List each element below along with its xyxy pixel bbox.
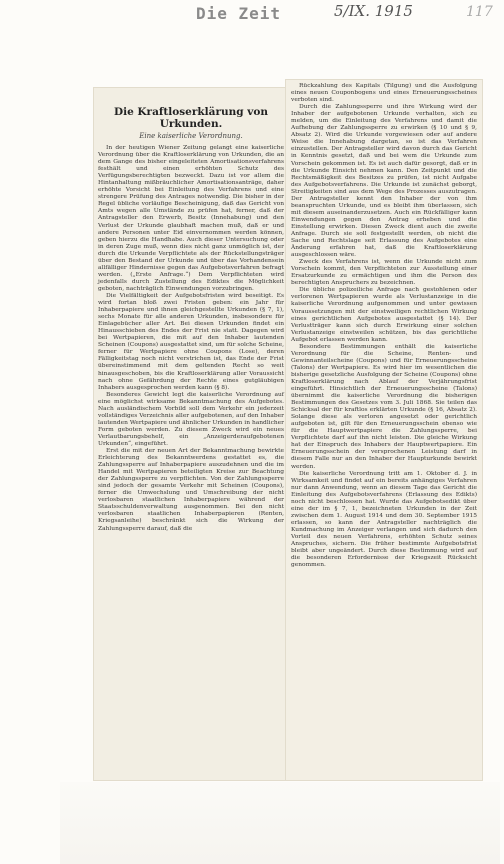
page-margin (60, 782, 500, 864)
paragraph: Rückzahlung des Kapitals (Tilgung) und die Ausfolgung eines neuen Couponbogens und eines Erneuerungsscheines verboten sind. (291, 83, 477, 104)
paragraph: In der heutigen Wiener Zeitung gelangt eine kaiserliche Verordnung über die Kraftloserklärung von Urkunden, die an dem Gange des bisher eingeleiteten Amortisationsverfahrens festhält und einen erhöhten Schutz des Verfügungsberechtigten bezweckt. Dazu ist vor allem die Hintanhaltung mißbräuchlicher Amortisationsanträge, daher erhöhte Vorsicht bei Einleitung des Verfahrens und eine strengere Prüfung des Antrages notwendig. Die bisher in der Regel übliche vorläufige Bescheinigung, daß das Gericht von Amts wegen alle Umstände zu prüfen hat, ferner, daß der Antragsteller den Erwerb, Besitz (Innehabung) und den Verlust der Urkunde glaubhaft machen muß, daß er und andere Personen unter Eid einvernommen werden können, geben hierzu die Handhabe. Auch dieser Untersuchung oder in deren Zuge muß, wenn dies nicht ganz unmöglich ist, der durch die Urkunde Verpflichtete als der Rückstellungsträger über den Bestand der Urkunde und über das Vorhandensein allfälliger Hindernisse gegen das Aufgebotsverfahren befragt werden. („Erste Anfrage.“) Dem Verpflichteten wird jedenfalls durch Zustellung des Ediktes die Möglichkeit geboten, nachträglich Einwendungen vorzubringen. (98, 145, 284, 292)
right-column-text (291, 83, 477, 569)
paragraph: Erst die mit der neuen Art der Bekanntmachung bewirkte Erleichterung des Bekanntwerdens gestattet es, die Zahlungssperre auf Inhaberpapiere auszudehnen und die im Handel mit Wertpapieren beteiligten Kreise zur Beachtung der Zahlungssperre zu verpflichten. Von der Zahlungssperre sind jedoch der gesamte Verkehr mit Scheinen (Coupons), ferner die Umwechslung und Umschreibung der nicht verlosbaren staatlichen Inhaberpapiere während der Staatsschuldenverwaltung ausgenommen. Bei den nicht verlosbaren staatlichen Inhaberpapieren (Renten, Kriegsanleihe) beschränkt sich die Wirkung der Zahlungssperre darauf, daß die (98, 448, 284, 532)
left-column-text (98, 145, 284, 533)
paragraph: Besondere Bestimmungen enthält die kaiserliche Verordnung für die Scheine, Renten- und Gewinnanteilscheine (Coupons) und für Erneuerungsscheine (Talons) der Wertpapiere. Es wird hier im wesentlichen die bisherige gesetzliche Ausfolgung der Scheine (Coupons) ohne Kraftloserklärung nach Ablauf der Verjährungsfrist eingeführt. Hinsichtlich der Erneuerungsscheine (Talons) übernimmt die kaiserliche Verordnung die bisherigen Bestimmungen des Gesetzes vom 3. Juli 1868. Sie teilen das Schicksal der für kraftlos erklärten Urkunde (§ 16, Absatz 2). Solange diese als verloren angesetzt oder gerichtlich aufgeboten ist, gilt für den Erneuerungsschein ebenso wie für die Hauptwertpapiere die Zahlungssperre, bei Verpflichtete darf auf ihn nicht leisten. Die gleiche Wirkung hat der Einspruch des Inhabers der Hauptwertpapiere. Ein Erneuerungsschein der versprochenen Leistung darf in diesem Falle nur an den Inhaber der Haupturkunde bewirkt werden. (291, 343, 477, 470)
clipping-left-column (94, 88, 288, 780)
handwritten-date: 5/IX. 1915 (334, 2, 413, 20)
article-subtitle: Eine kaiserliche Verordnung. (139, 132, 243, 140)
paragraph: Besonderes Gewicht legt die kaiserliche Verordnung auf eine möglichst wirksame Bekanntmachung des Aufgebotes. Nach ausländischem Vorbild soll dem Verkehr ein jederzeit vollständiges Verzeichnis aller aufgebotenen, auf den Inhaber lautenden Wertpapiere und ähnlicher Urkunden in handlicher Form geboten werden. Zu diesem Zweck wird ein neues Verlautbarungsbehelf, ein „Anzeigerderaufgebotenen Urkunden“, eingeführt. (98, 391, 284, 447)
clipping-right-column (286, 80, 482, 780)
paragraph: Die übliche polizeiliche Anfrage nach gestohlenen oder verlorenen Wertpapieren wurde als Verlustanzeige in die kaiserliche Verordnung aufgenommen und unter gewissen Voraussetzungen mit der einstweiligen rechtlichen Wirkung eines gerichtlichen Aufgebotes ausgestattet (§ 14). Der Verlustträger kann sich durch Erwirkung einer solchen Verlustanzeige einstweilen schützen, bis das gerichtliche Aufgebot erlassen werden kann. (291, 287, 477, 343)
page-number-mark: 117 (466, 4, 493, 20)
paragraph: Die kaiserliche Verordnung tritt am 1. Oktober d. J. in Wirksamkeit und findet auf ein bereits anhängiges Verfahren nur dann Anwendung, wenn an diesem Tage das Gericht die Einleitung des Aufgebotsverfahrens (Erlassung des Edikts) noch nicht beschlossen hat. Wurde das Aufgebotsedikt über eine der im § 7, 1, bezeichneten Urkunden in der Zeit zwischen dem 1. August 1914 und dem 30. September 1915 erlassen, so kann der Antragsteller nachträglich die Kundmachung im Anzeiger verlangen und sich dadurch den Vorteil des neuen Verfahrens, erhöhten Schutz seines Anspruches, sichern. Die früher bestimmte Aufgebotsfrist bleibt aber ungeändert. Durch diese Bestimmung wird auf die besonderen Erfordernisse der Kriegszeit Rücksicht genommen. (291, 470, 477, 569)
paragraph: Die Vielfältigkeit der Aufgebotsfristen wird beseitigt. Es wird fortan bloß zwei Fristen geben: ein Jahr für Inhaberpapiere und ihnen gleichgestellte Urkunden (§ 7, 1), sechs Monate für alle anderen Urkunden, insbesondere für Einlagebücher aller Art. Bei diesen Urkunden findet ein Hinausschieben des Endes der Frist nie statt. Dagegen wird bei Wertpapieren, die mit auf den Inhaber lautenden Scheinen (Coupons) ausgestattet sind, um für solche Scheine, ferner für Wertpapiere ohne Coupons (Lose), deren Fälligkeitstag noch nicht verstrichen ist, das Ende der Frist übereinstimmend mit dem geltenden Recht so weit hinausgeschoben, bis die Kraftloserklärung aller Voraussicht nach ohne Gefährdung der Rechte eines gutgläubigen Inhabers ausgesprochen werden kann (§ 8). (98, 292, 284, 391)
article-title: Die Kraftloserklärung von Urkunden. (114, 106, 268, 130)
paragraph: Zweck des Verfahrens ist, wenn die Urkunde nicht zum Vorschein kommt, den Verpflichteten zur Ausstellung einer Ersatzurkunde zu ermächtigen und ihm die Person des berechtigten Anspruchers zu bezeichnen. (291, 259, 477, 287)
source-stamp: Die Zeit (196, 4, 282, 23)
paragraph: Durch die Zahlungssperre und ihre Wirkung wird der Inhaber der aufgebotenen Urkunde verhalten, sich zu melden, um die Einleitung des Verfahrens und damit die Aufhebung der Zahlungssperre zu erwirken (§ 10 und § 9, Absatz 2). Wird die Urkunde vorgewiesen oder auf andere Weise die Innehabung dargetan, so ist das Verfahren einzustellen. Der Antragsteller wird davon durch das Gericht in Kenntnis gesetzt, daß und bei wem die Urkunde zum Vorschein gekommen ist. Es ist auch dafür gesorgt, daß er in die Urkunde Einsicht nehmen kann. Den Zeitpunkt und die Rechtsmäßigkeit des Besitzes zu prüfen, ist nicht Aufgabe des Aufgebotsverfahrens. Die Urkunde ist zunächst geborgt, Streitigkeiten sind aus dem Wege des Prozesses auszutragen. Der Antragsteller kennt den Inhaber der von ihm beanspruchten Urkunde, und es bleibt ihm überlassen, sich mit diesem auseinanderzusetzen. Auch ein Rückfälliger kann Einwendungen gegen den Antrag erheben und die Einstellung erwirken. Diesen Zweck dient auch die zweite Anfrage. Durch sie soll festgestellt werden, ob nicht die Sache und Rechtslage seit Erlassung des Aufgebotes eine Änderung erfahren hat, daß die Kraftloserklärung ausgeschlossen wäre. (291, 104, 477, 259)
